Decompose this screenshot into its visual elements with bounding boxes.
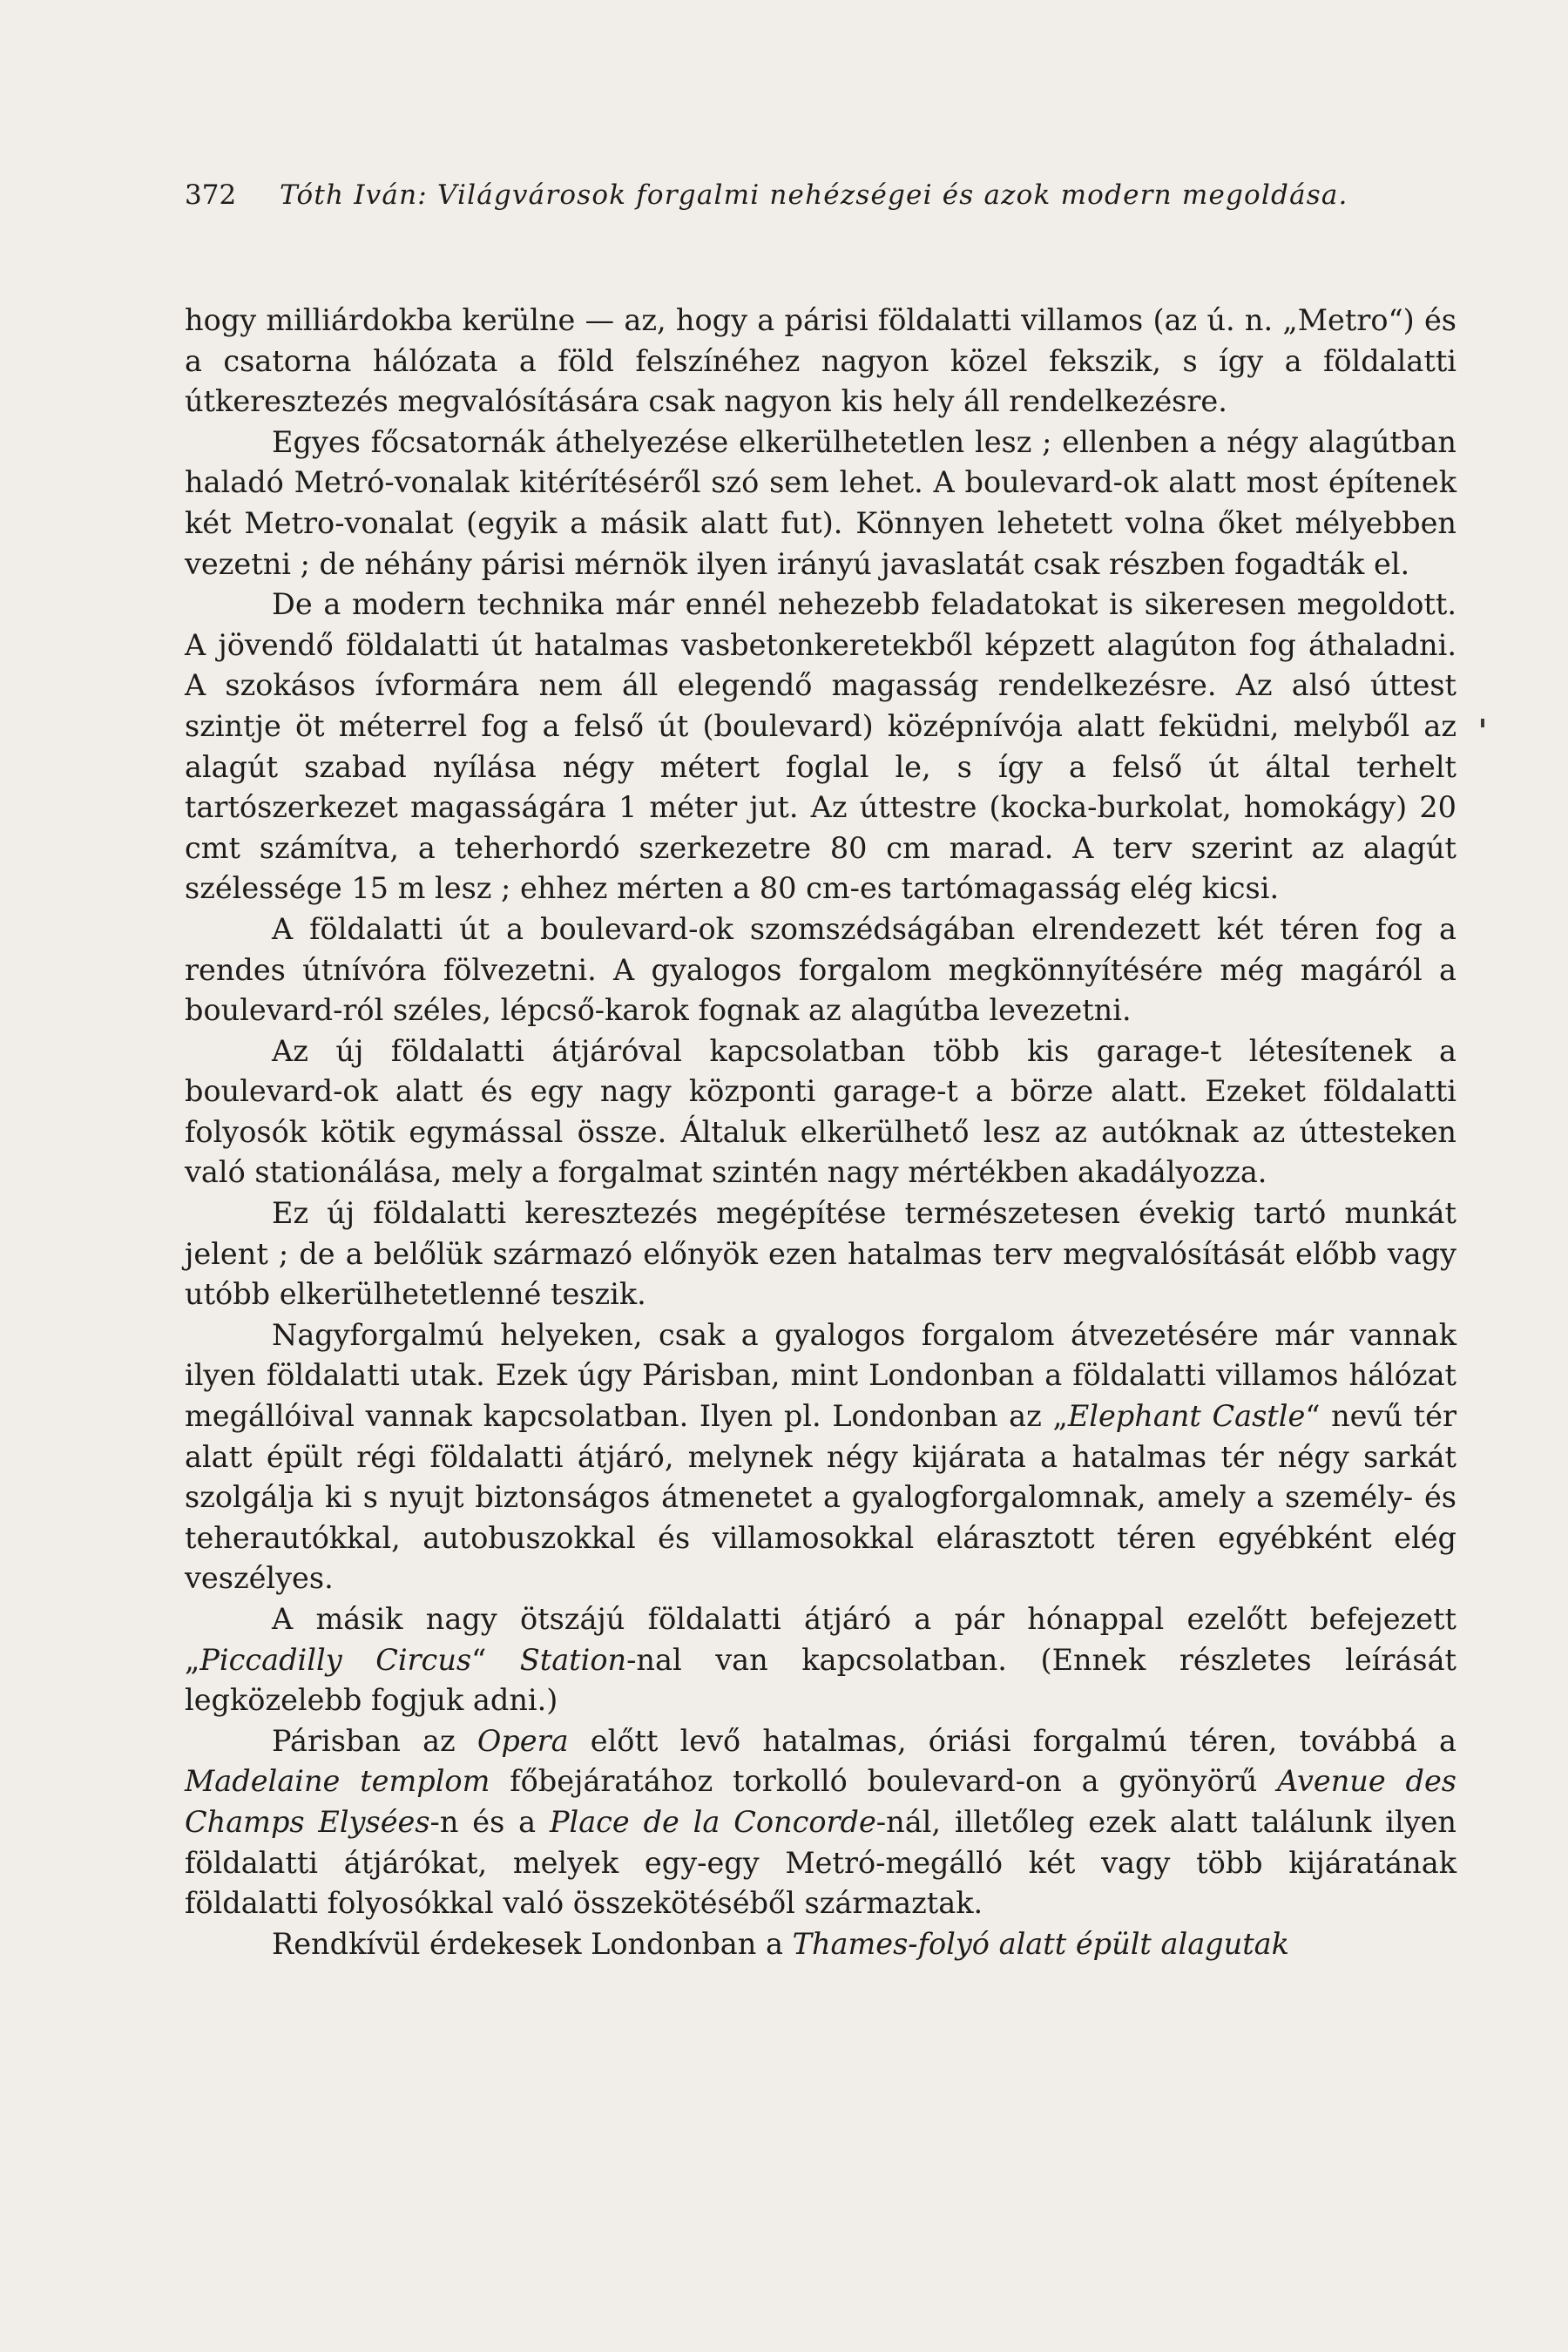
page-number: 372 — [185, 179, 237, 211]
paragraph-10-text: Rendkívül érdekesek Londonban a — [272, 1926, 793, 1961]
paragraph-9 — [185, 1721, 1456, 1924]
paragraph-10-italic: Thames-folyó alatt épült alagutak — [792, 1926, 1289, 1961]
body-text — [185, 301, 1456, 1964]
running-header — [185, 178, 1422, 213]
paragraph-9-italic-d: Place de la Concorde — [549, 1804, 876, 1839]
paragraph-9-text-c: főbejáratához torkolló boulevard-on a gyönyörű — [490, 1764, 1278, 1799]
paragraph-6: Ez új földalatti keresztezés megépítése természetesen évekig tartó munkát jelent ; de a belőlük származó előnyök ezen hatalmas terv megvalósítását előbb vagy utóbb elkerülhetetlenné teszik. — [185, 1196, 1456, 1312]
paragraph-7-text-a: Nagyforgalmú helyeken, csak a gyalogos forgalom átvezetésére már vannak ilyen földalatti utak. Ezek úgy Párisban, mint Londonban a földalatti villamos hálózat megállóival vannak kapcsolatban. Ilyen pl. Londonban az „ — [185, 1317, 1456, 1434]
paragraph-9-text-a: Párisban az — [272, 1723, 477, 1758]
paragraph-8-text-b: “ — [471, 1642, 520, 1677]
paragraph-8-text-a: A másik nagy ötszájú földalatti átjáró a pár hónappal ezelőtt befejezett „ — [185, 1602, 1456, 1677]
paragraph-9-italic-b: Madelaine templom — [185, 1764, 490, 1799]
running-title: Tóth Iván: Világvárosok forgalmi nehézségei és azok modern megoldása. — [280, 179, 1348, 211]
paragraph-9-text-e: -nál, illetőleg ezek alatt találunk ilyen földalatti átjárókat, melyek egy-egy Metró-megálló két vagy több kijáratának földalatti folyosókkal való összekötéséből származtak. — [185, 1804, 1456, 1921]
paragraph-8-text-c: -nal van kapcsolatban. (Ennek részletes leírását legközelebb fogjuk adni.) — [185, 1642, 1456, 1718]
paragraph-3: De a modern technika már ennél nehezebb feladatokat is sikeresen megoldott. A jövendő földalatti út hatalmas vasbetonkeretekből képzett alagúton fog áthaladni. A szokásos ívformára nem áll elegendő magasság rendelkezésre. Az alsó úttest szintje öt méterrel fog a felső út (boulevard) középnívója alatt feküdni, melyből az alagút szabad nyílása négy métert foglal le, s így a felső út által terhelt tartószerkezet magasságára 1 méter jut. Az úttestre (kocka-burkolat, homokágy) 20 cmt számítva, a teherhordó szerkezetre 80 cm marad. A terv szerint az alagút szélessége 15 m lesz ; ehhez mérten a 80 cm-es tartómagasság elég kicsi. — [185, 587, 1456, 906]
paragraph-5: Az új földalatti átjáróval kapcsolatban több kis garage-t létesítenek a boulevard-ok alatt és egy nagy központi garage-t a börze alatt. Ezeket földalatti folyosók kötik egymással össze. Általuk elkerülhető lesz az autóknak az úttesteken való stationálása, mely a forgalmat szintén nagy mértékben akadályozza. — [185, 1033, 1456, 1190]
paragraph-8-italic-a: Piccadilly Circus — [199, 1642, 472, 1677]
paragraph-7-text-b: “ nevű tér alatt épült régi földalatti átjáró, melynek négy kijárata a hatalmas tér négy sarkát szolgálja ki s nyujt biztonságos átmenetet a gyalogforgalomnak, amely a személy- és teherautókkal, autobuszokkal és villamosokkal elárasztott téren egyébként elég veszélyes. — [185, 1399, 1456, 1596]
paragraph-8 — [185, 1599, 1456, 1721]
paragraph-9-italic-c: Avenue des Champs Elysées — [185, 1764, 1457, 1839]
paragraph-9-text-b: előtt levő hatalmas, óriási forgalmú téren, továbbá a — [568, 1723, 1456, 1758]
paragraph-8-italic-b: Station — [519, 1642, 627, 1677]
paragraph-4: A földalatti út a boulevard-ok szomszédságában elrendezett két téren fog a rendes útnívóra fölvezetni. A gyalogos forgalom megkönnyítésére még magáról a boulevard-ról széles, lépcső-karok fognak az alagútba levezetni. — [185, 911, 1456, 1028]
margin-speck — [1481, 719, 1484, 727]
paragraph-7 — [185, 1315, 1456, 1599]
paragraph-9-italic-a: Opera — [476, 1723, 569, 1758]
paragraph-9-text-d: -n és a — [429, 1804, 550, 1839]
paragraph-1: hogy milliárdokba kerülne — az, hogy a párisi földalatti villamos (az ú. n. „Metro“) és a csatorna hálózata a föld felszínéhez nagyon közel fekszik, s így a földalatti útkeresztezés megvalósítására csak nagyon kis hely áll rendelkezésre. — [185, 303, 1456, 419]
paragraph-2: Egyes főcsatornák áthelyezése elkerülhetetlen lesz ; ellenben a négy alagútban haladó Metró-vonalak kitérítéséről szó sem lehet. A boulevard-ok alatt most építenek két Metro-vonalat (egyik a másik alatt fut). Könnyen lehetett volna őket mélyebben vezetni ; de néhány párisi mérnök ilyen irányú javaslatát csak részben fogadták el. — [185, 424, 1456, 581]
paragraph-7-italic: Elephant Castle — [1067, 1399, 1306, 1434]
paragraph-10 — [185, 1924, 1456, 1965]
